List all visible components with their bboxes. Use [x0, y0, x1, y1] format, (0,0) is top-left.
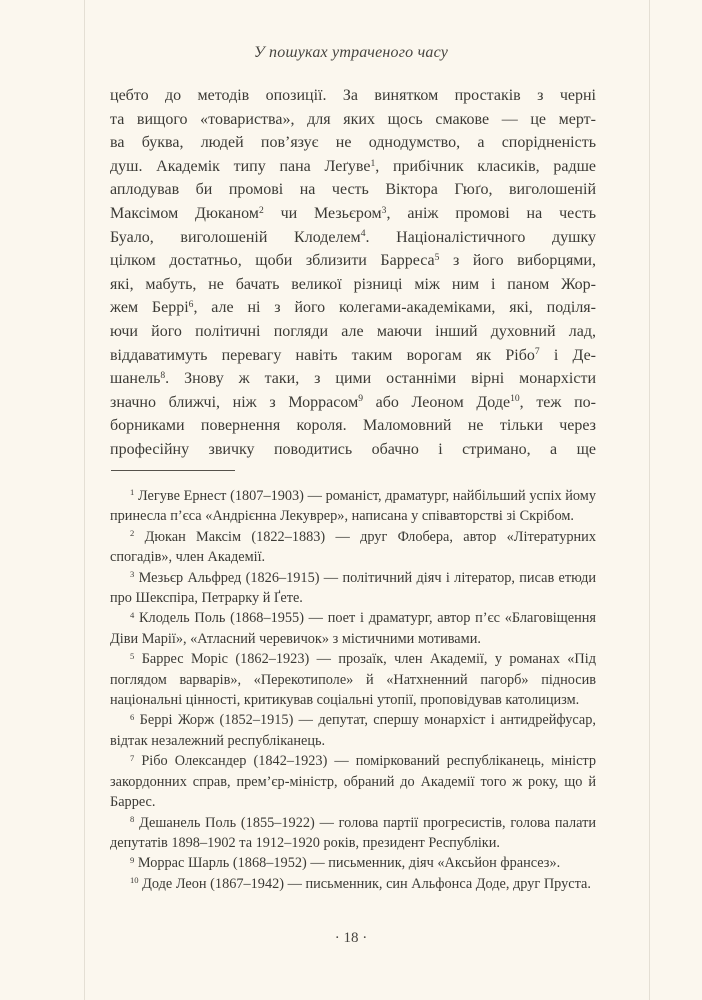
body-line: душ. Академік типу пана Леґуве$^1$, прибічник класиків, радше — [110, 157, 597, 175]
page-number: · 18 · — [334, 930, 368, 946]
footnote: $^{10}$ Доде Леон (1867–1942) — письменник, син Альфонса Доде, друг Пруста. — [130, 875, 591, 892]
body-line: Максімом Дюканом$^2$ чи Мезьєром$^3$, аніж промові на честь — [110, 204, 597, 222]
footnote-ref: 8 — [160, 369, 166, 381]
body-line: цебто до методів опозиції. За винятком простаків з черні — [110, 87, 596, 104]
footnote-ref: 3 — [381, 204, 387, 216]
footnote-marker: 9 — [130, 854, 135, 865]
footnote-separator — [111, 470, 235, 471]
page-edge-left — [84, 0, 85, 1000]
footnote: $^1$ Легуве Ернест (1807–1903) — романіст, драматург, найбільший успіх йому принесла п’єса «Андрієнна Лекуврер», написана у співавторстві зі Скрібом. — [110, 487, 596, 525]
body-line: які, мабуть, не бачать великої різниці між ним і паном Жор- — [110, 275, 596, 293]
body-line: шанель$^8$. Знову ж таки, з цими останніми вірні монархісти — [110, 369, 596, 388]
body-line: жем Беррі$^6$, але ні з його колегами-академіками, які, поділя- — [110, 299, 596, 317]
footnote-ref: 9 — [358, 393, 363, 405]
footnote-marker: 1 — [130, 487, 135, 498]
footnote-marker: 5 — [130, 650, 135, 661]
footnote: $^7$ Рібо Олександер (1842–1923) — поміркований республіканець, міністр закордонних справ, прем’єр-міністр, обраний до Академії того ж року, що й Баррес. — [110, 752, 596, 811]
page-edge-right — [649, 0, 650, 1000]
footnote-ref: 1 — [370, 157, 376, 169]
footnote: $^3$ Мезьєр Альфред (1826–1915) — політичний діяч і літератор, писав етюди про Шекспіра, Петрарку й Ґете. — [110, 568, 596, 607]
body-line: професійну звичку поводитись обачно і стримано, а ще — [110, 440, 596, 458]
footnote: $^8$ Дешанель Поль (1855–1922) — голова партії прогресистів, голова палати депутатів 1898–1902 та 1912–1920 років, президент Республіки. — [110, 813, 596, 851]
footnote-marker: 8 — [130, 813, 135, 824]
footnote-ref: 6 — [188, 299, 194, 311]
footnote-ref: 2 — [258, 204, 264, 216]
footnote-ref: 4 — [360, 228, 366, 240]
footnote-ref: 7 — [534, 346, 540, 358]
footnote-ref: 10 — [510, 393, 520, 405]
footnote: $^9$ Моррас Шарль (1868–1952) — письменник, діяч «Аксьйон франсез». — [130, 854, 561, 872]
footnotes — [110, 486, 596, 894]
body-line: цілком достатньо, щоби зблизити Барреса$^5$ з його виборцями, — [110, 251, 596, 270]
footnote-marker: 10 — [130, 875, 139, 885]
footnote: $^5$ Баррес Моріс (1862–1923) — прозаїк, член Академії, у романах «Під поглядом варварів», «Перекотиполе» й «Натхненний пагорб» підносив національні цінності, критикував соціальні утопії, проповідував католицизм. — [110, 650, 596, 709]
footnote-marker: 4 — [130, 609, 135, 620]
footnote: $^6$ Беррі Жорж (1852–1915) — депутат, спершу монархіст і антидрейфусар, відтак незалежний республіканець. — [110, 711, 596, 749]
body-line: Буало, виголошеній Клоделем$^4$. Націоналістичного душку — [110, 228, 596, 246]
body-line: значно ближчі, ніж з Моррасом$^9$ або Леоном Доде$^{10}$, теж по- — [110, 393, 596, 411]
footnote-marker: 2 — [130, 528, 135, 539]
footnote-marker: 6 — [130, 711, 135, 722]
footnote-marker: 3 — [130, 568, 135, 579]
footnote-marker: 7 — [130, 752, 135, 763]
body-line: віддаватимуть перевагу навіть таким ворогам як Рібо$^7$ і Де- — [110, 346, 596, 364]
running-header: У пошуках утраченого часу — [253, 44, 449, 61]
body-line: аплодував би промові на честь Віктора Гюґо, виголошеній — [110, 181, 596, 199]
body-text — [110, 84, 596, 462]
footnote: $^2$ Дюкан Максім (1822–1883) — друг Флобера, автор «Літературних спогадів», член Академії. — [110, 528, 596, 566]
footnote-ref: 5 — [434, 251, 440, 263]
body-line: борниками повернення короля. Маломовний не тільки через — [110, 417, 596, 435]
body-line: ючи його політичні погляди але маючи інший духовний лад, — [110, 322, 596, 340]
footnote: $^4$ Клодель Поль (1868–1955) — поет і драматург, автор п’єс «Благовіщення Діви Марії», «Атласний черевичок» з містичними мотивами. — [110, 609, 596, 647]
body-line: ва буква, людей пов’язує не однодумство, а спорідненість — [110, 134, 596, 152]
body-line: та вищого «товариства», для яких щось смакове — це мерт- — [110, 110, 596, 128]
